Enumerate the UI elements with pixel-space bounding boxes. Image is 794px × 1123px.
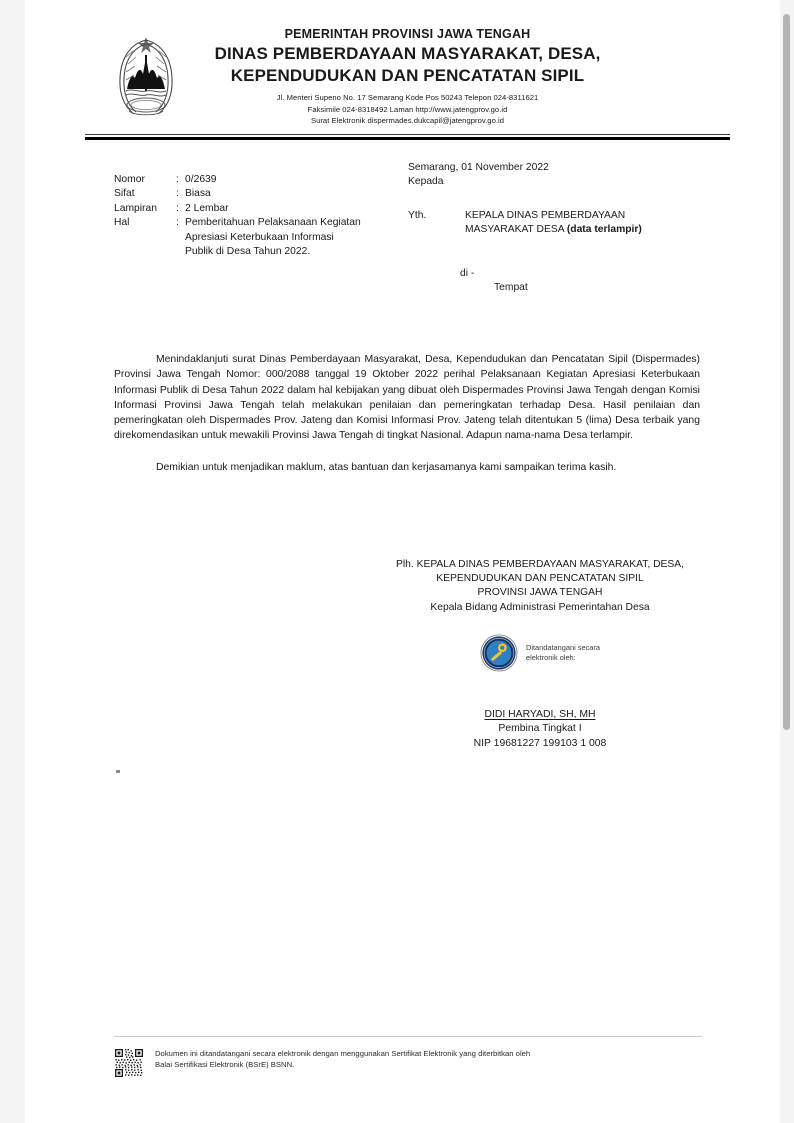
signatory-name: DIDI HARYADI, SH, MH	[484, 708, 596, 720]
addressee-block	[408, 161, 728, 297]
hal-label: Hal	[114, 217, 130, 229]
hal-value-line2: Apresiasi Keterbukaan Informasi	[185, 231, 334, 243]
qr-code-icon	[114, 1048, 144, 1078]
signatory-title-line-2: KEPENDUDUKAN DAN PENCATATAN SIPIL	[436, 573, 644, 585]
reference-row-sifat	[114, 187, 414, 202]
stamp-line-1: Ditandatangani secara	[526, 643, 600, 653]
stamp-line-2: elektronik oleh:	[526, 652, 576, 662]
recipient-attachment-note: (data terlampir)	[566, 224, 642, 236]
signatory-nip: NIP 19681227 199103 1 008	[473, 737, 607, 749]
signatory-title-line-3: PROVINSI JAWA TENGAH	[477, 587, 603, 599]
reference-and-addressee-block	[85, 161, 730, 316]
signature-block	[375, 558, 705, 751]
address-line-2: Faksimile 024-8318492 Laman http://www.jatengprov.go.id	[307, 104, 508, 114]
footer-text-line-2: Balai Sertifikasi Elektronik (BSrE) BSNN.	[155, 1060, 295, 1070]
hal-value-line3: Publik di Desa Tahun 2022.	[185, 246, 311, 258]
address-line-1: Jl. Menteri Supeno No. 17 Semarang Kode Pos 50243 Telepon 024-8311621	[276, 93, 539, 102]
body-paragraph-1	[114, 352, 700, 444]
yth-label: Yth.	[408, 209, 427, 221]
hal-colon: :	[176, 217, 179, 229]
sifat-value: Biasa	[185, 188, 211, 200]
vertical-scrollbar[interactable]	[781, 0, 792, 1123]
recipient-line-2: MASYARAKAT DESA	[465, 224, 567, 236]
sifat-colon: :	[176, 188, 179, 200]
hal-value: Pemberitahuan Pelaksanaan Kegiatan	[185, 217, 361, 229]
recipient-line-1: KEPALA DINAS PEMBERDAYAAN	[465, 209, 626, 221]
page-content	[85, 0, 730, 1070]
signatory-rank: Pembina Tingkat I	[498, 723, 582, 735]
body-paragraph-2	[114, 460, 700, 475]
address-line-3: Surat Elektronik dispermades.dukcapil@jatengprov.go.id	[310, 116, 505, 125]
department-name-line2: KEPENDUDUKAN DAN PENCATATAN SIPIL	[230, 66, 585, 85]
lampiran-colon: :	[176, 202, 179, 214]
reference-row-nomor	[114, 173, 414, 188]
kepada-label: Kepada	[408, 176, 444, 188]
reference-row-lampiran	[114, 202, 414, 217]
footer-divider	[114, 1036, 702, 1037]
reference-block	[114, 173, 414, 261]
department-name-line1: DINAS PEMBERDAYAAN MASYARAKAT, DESA,	[214, 44, 601, 63]
footer-text-line-1: Dokumen ini ditandatangani secara elektronik dengan menggunakan Sertifikat Elektronik yang diterbitkan oleh	[155, 1049, 531, 1058]
recipient-row	[408, 209, 728, 238]
government-name: PEMERINTAH PROVINSI JAWA TENGAH	[284, 27, 531, 41]
document-footer	[114, 1036, 702, 1078]
scan-artifact-mark	[116, 770, 120, 773]
stamp-text	[526, 643, 600, 662]
electronic-signature-stamp	[375, 634, 705, 672]
bsre-seal-icon	[480, 634, 518, 672]
body-paragraph-1-text: Menindaklanjuti surat Dinas Pemberdayaan Masyarakat, Desa, Kependudukan dan Pencatatan Sipil (Dispermades) Provinsi Jawa Tengah Nomor: 000/2088 tanggal 19 Oktober 2022 perihal Pelaksanaan Kegiatan Apresiasi Keterbukaan Informasi Publik di Desa Tahun 2022 dalam hal kebijakan yang dibuat oleh Dispermades Provinsi Jawa Tengah dengan Komisi Informasi Provinsi Jawa Tengah telah melakukan penilaian dan pemeringkatan terhadap Desa. Hasil penilaian dan pemeringkatan oleh Dispermades Prov. Jateng dan Komisi Informasi Prov. Jateng telah ditentukan 5 (lima) Desa terbaik yang direkomendasikan untuk mewakili Provinsi Jawa Tengah di tingkat Nasional. Adapun nama-nama Desa terlampir.	[114, 354, 700, 442]
di-label: di -	[460, 267, 475, 279]
sifat-label: Sifat	[114, 188, 135, 200]
body-paragraph-2-text: Demikian untuk menjadikan maklum, atas bantuan dan kerjasamanya kami sampaikan terima kasih.	[156, 461, 617, 473]
lampiran-value: 2 Lembar	[185, 202, 229, 214]
nomor-label: Nomor	[114, 173, 145, 185]
central-java-coat-of-arms-icon	[113, 33, 179, 119]
letter-body	[114, 352, 700, 475]
scrollbar-thumb[interactable]	[783, 14, 790, 730]
nomor-colon: :	[176, 173, 179, 185]
tempat-label: Tempat	[494, 282, 528, 294]
place-and-date: Semarang, 01 November 2022	[408, 161, 549, 173]
lampiran-label: Lampiran	[114, 202, 157, 214]
reference-row-hal	[114, 216, 414, 231]
signatory-identity	[375, 708, 705, 751]
letterhead	[85, 0, 730, 140]
nomor-value: 0/2639	[185, 173, 217, 185]
signatory-title-line-4: Kepala Bidang Administrasi Pemerintahan Desa	[430, 601, 650, 613]
letterhead-divider	[85, 134, 730, 140]
footer-text	[155, 1048, 530, 1071]
document-page	[25, 0, 780, 1123]
signatory-title-line-1: Plh. KEPALA DINAS PEMBERDAYAAN MASYARAKAT, DESA,	[395, 559, 685, 570]
